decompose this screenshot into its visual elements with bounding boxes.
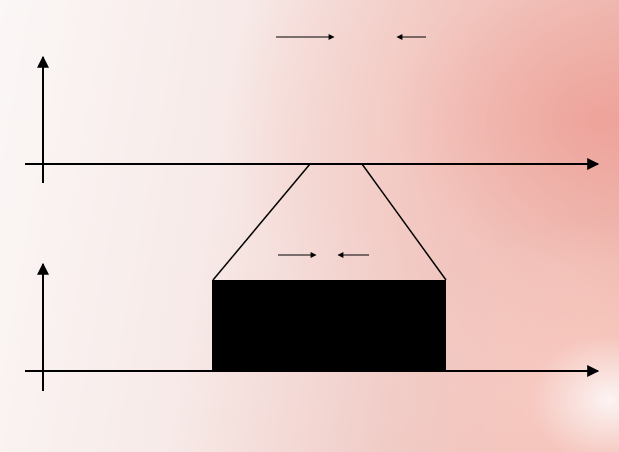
- bullet-point: [44, 423, 76, 441]
- coarse-axes: [25, 57, 598, 183]
- dense-band: [212, 280, 446, 371]
- zoom-lines: [213, 164, 446, 280]
